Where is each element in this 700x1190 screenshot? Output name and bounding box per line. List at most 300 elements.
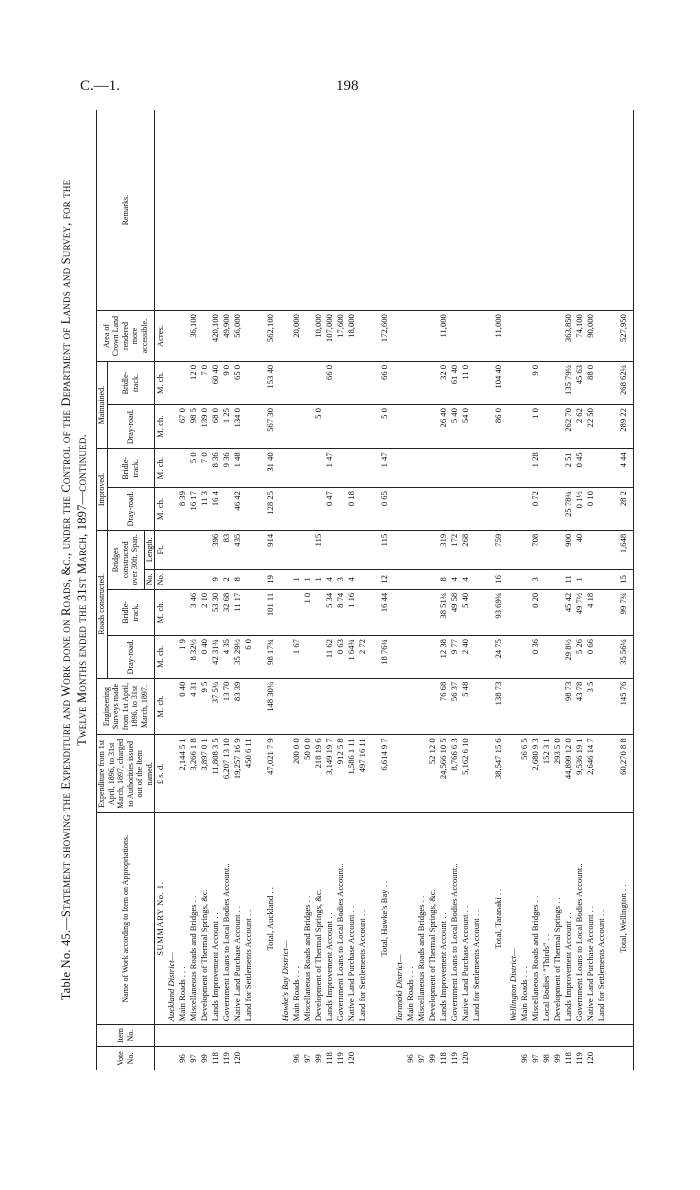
page-number: 198 <box>336 78 359 94</box>
empty-cell <box>368 110 375 311</box>
cell-len <box>585 530 596 569</box>
cell-no <box>541 569 552 589</box>
cell-item <box>335 1025 346 1047</box>
cell-vote: 96 <box>405 1046 416 1070</box>
total-md: 86 0 <box>489 405 508 449</box>
empty-cell <box>482 311 489 362</box>
empty-cell <box>166 1046 177 1070</box>
cell-vote: 97 <box>188 1046 199 1070</box>
empty-cell <box>368 678 375 735</box>
cell-sur: 3 5 <box>585 678 596 735</box>
cell-md: 5 40 <box>449 405 460 449</box>
cell-rd <box>416 636 427 679</box>
cell-area <box>416 311 427 362</box>
cell-rem <box>574 110 585 311</box>
cell-no <box>427 569 438 589</box>
cell-md <box>552 405 563 449</box>
empty-cell <box>508 449 519 488</box>
cell-id <box>313 488 324 531</box>
cell-area: 17,600 <box>335 311 346 362</box>
cell-item <box>291 1025 302 1047</box>
units-row <box>155 110 167 1070</box>
cell-exp: 2,646 14 7 <box>585 735 596 813</box>
cell-rb <box>313 589 324 635</box>
cell-rb: 2 10 <box>199 589 210 635</box>
cell-no <box>596 569 607 589</box>
cell-vote: 120 <box>460 1046 471 1070</box>
total-rd: 98 17¾ <box>261 636 280 679</box>
empty-cell <box>368 813 375 1025</box>
empty-cell <box>368 405 375 449</box>
cell-no: 3 <box>335 569 346 589</box>
table-row <box>596 110 607 1070</box>
cell-rd: 4 35 <box>221 636 232 679</box>
total-rb: 99 7¾ <box>614 589 634 635</box>
cell-item <box>188 1025 199 1047</box>
cell-exp: 200 0 0 <box>291 735 302 813</box>
cell-rd: 0 36 <box>530 636 541 679</box>
cell-ib <box>585 449 596 488</box>
total-sur: 148 30¼ <box>261 678 280 735</box>
table-row <box>449 110 460 1070</box>
cell-md <box>427 405 438 449</box>
cell-name: Land for Settlements Account . . <box>243 813 254 1025</box>
cell-rb <box>416 589 427 635</box>
cell-rd: 0 40 <box>199 636 210 679</box>
unit-main-bridle: M. ch. <box>155 361 167 404</box>
empty-cell <box>508 678 519 735</box>
cell-rd <box>313 636 324 679</box>
empty-cell <box>254 1046 261 1070</box>
empty-cell <box>607 488 614 531</box>
cell-name: Native Land Purchase Account . . <box>232 813 243 1025</box>
cell-rd: 0 63 <box>335 636 346 679</box>
empty-cell <box>166 636 177 679</box>
cell-mb <box>427 361 438 404</box>
cell-md: 54 0 <box>460 405 471 449</box>
total-item <box>614 1025 634 1047</box>
spacer-row <box>482 110 489 1070</box>
table-row <box>188 110 199 1070</box>
empty-cell <box>254 569 261 589</box>
cell-item <box>460 1025 471 1047</box>
cell-item <box>302 1025 313 1047</box>
cell-ib: 5 0 <box>188 449 199 488</box>
cell-sur <box>405 678 416 735</box>
col-bridges-no: No. <box>144 569 155 589</box>
cell-md <box>405 405 416 449</box>
cell-name: Lands Improvement Account . . <box>210 813 221 1025</box>
cell-rd: 6 0 <box>243 636 254 679</box>
cell-exp: 497 16 11 <box>357 735 368 813</box>
cell-ib <box>552 449 563 488</box>
cell-rem <box>585 110 596 311</box>
empty-cell <box>254 110 261 311</box>
cell-sur <box>291 678 302 735</box>
cell-len: 268 <box>460 530 471 569</box>
cell-vote: 97 <box>416 1046 427 1070</box>
cell-exp: 56 6 5 <box>519 735 530 813</box>
table-row <box>324 110 335 1070</box>
cell-mb <box>177 361 188 404</box>
cell-rd: 8 32½ <box>188 636 199 679</box>
cell-mb: 66 0 <box>324 361 335 404</box>
cell-sur <box>541 678 552 735</box>
empty-cell <box>254 813 261 1025</box>
cell-id: 0 10 <box>585 488 596 531</box>
cell-no <box>405 569 416 589</box>
cell-id: 0 47 <box>324 488 335 531</box>
table-row <box>313 110 324 1070</box>
empty-cell <box>508 311 519 362</box>
cell-exp: 912 5 8 <box>335 735 346 813</box>
cell-name: Native Land Purchase Account . . <box>346 813 357 1025</box>
empty-cell <box>394 405 405 449</box>
total-sur: 138 73 <box>489 678 508 735</box>
cell-exp: 44,899 12 0 <box>563 735 574 813</box>
cell-id <box>302 488 313 531</box>
cell-area: 10,000 <box>313 311 324 362</box>
cell-ib <box>302 449 313 488</box>
district-heading-row <box>166 110 177 1070</box>
cell-rem <box>313 110 324 311</box>
cell-rd: 9 77 <box>449 636 460 679</box>
empty-cell <box>280 311 291 362</box>
table-row <box>541 110 552 1070</box>
total-rd: 18 76¾ <box>375 636 394 679</box>
cell-rb: 32 68 <box>221 589 232 635</box>
cell-exp: 3,149 19 7 <box>324 735 335 813</box>
cell-area <box>427 311 438 362</box>
total-name: Total, Hawke's Bay . . <box>375 813 394 1025</box>
cell-vote: 99 <box>552 1046 563 1070</box>
empty-cell <box>394 530 405 569</box>
empty-cell <box>607 110 614 311</box>
cell-vote: 97 <box>302 1046 313 1070</box>
empty-cell <box>482 1025 489 1047</box>
empty-cell <box>368 1025 375 1047</box>
district-name: Hawke's Bay District— <box>280 813 291 1025</box>
cell-md <box>291 405 302 449</box>
cell-name: Lands Improvement Account . . <box>438 813 449 1025</box>
cell-id: 16 4 <box>210 488 221 531</box>
cell-name: Miscellaneous Roads and Bridges . . <box>530 813 541 1025</box>
total-name: Total, Taranaki . . <box>489 813 508 1025</box>
cell-exp: 218 19 6 <box>313 735 324 813</box>
cell-mb: 45 63 <box>574 361 585 404</box>
cell-name: Miscellaneous Roads and Bridges . . <box>302 813 313 1025</box>
total-row <box>375 110 394 1070</box>
cell-md: 5 0 <box>313 405 324 449</box>
cell-vote: 97 <box>530 1046 541 1070</box>
total-area: 562,100 <box>261 311 280 362</box>
total-vote <box>375 1046 394 1070</box>
total-id: 28 2 <box>614 488 634 531</box>
cell-len <box>291 530 302 569</box>
cell-rb: 38 51¾ <box>438 589 449 635</box>
empty-cell <box>607 311 614 362</box>
empty-cell <box>482 361 489 404</box>
empty-cell <box>482 569 489 589</box>
cell-no: 4 <box>324 569 335 589</box>
cell-vote: 119 <box>449 1046 460 1070</box>
cell-vote: 120 <box>585 1046 596 1070</box>
cell-len: 172 <box>449 530 460 569</box>
cell-id <box>416 488 427 531</box>
cell-id <box>519 488 530 531</box>
cell-rem <box>291 110 302 311</box>
cell-area <box>596 311 607 362</box>
cell-id <box>427 488 438 531</box>
cell-exp: 293 5 0 <box>552 735 563 813</box>
col-roads-constructed: Roads constructed. <box>97 530 108 678</box>
cell-mb: 12 0 <box>188 361 199 404</box>
col-vote: Vote No. <box>97 1046 155 1070</box>
cell-ib <box>357 449 368 488</box>
cell-exp: 2,144 5 1 <box>177 735 188 813</box>
cell-rd: 2 40 <box>460 636 471 679</box>
cell-rd: 5 26 <box>574 636 585 679</box>
cell-rem <box>188 110 199 311</box>
cell-mb <box>357 361 368 404</box>
total-vote <box>261 1046 280 1070</box>
cell-len <box>405 530 416 569</box>
empty-cell <box>254 636 261 679</box>
table-row <box>460 110 471 1070</box>
cell-name: Main Roads . . . <box>291 813 302 1025</box>
cell-item <box>471 1025 482 1047</box>
cell-len <box>177 530 188 569</box>
cell-mb: 9 0 <box>221 361 232 404</box>
cell-rb <box>243 589 254 635</box>
empty-cell <box>280 569 291 589</box>
cell-mb <box>243 361 254 404</box>
cell-mb: 65 0 <box>232 361 243 404</box>
col-expenditure: Expenditure from 1st April, 1896, to 31st March, 1897, charged to Authorities issued out of the Item named. <box>97 735 155 813</box>
total-len: 914 <box>261 530 280 569</box>
cell-ib: 8 36 <box>210 449 221 488</box>
total-area: 11,000 <box>489 311 508 362</box>
cell-len: 115 <box>313 530 324 569</box>
cell-len <box>416 530 427 569</box>
total-name: Total, Wellington . . <box>614 813 634 1025</box>
cell-mb: 32 0 <box>438 361 449 404</box>
cell-no <box>416 569 427 589</box>
empty-cell <box>254 678 261 735</box>
table-row <box>210 110 221 1070</box>
cell-ib <box>335 449 346 488</box>
cell-sur: 4 31 <box>188 678 199 735</box>
total-exp: 6,614 9 7 <box>375 735 394 813</box>
cell-mb <box>541 361 552 404</box>
cell-area: 49,900 <box>221 311 232 362</box>
empty-cell <box>394 361 405 404</box>
cell-md <box>243 405 254 449</box>
col-imp-dray: Dray-road. <box>107 488 155 531</box>
cell-no: 1 <box>302 569 313 589</box>
cell-no: 8 <box>438 569 449 589</box>
empty-cell <box>607 569 614 589</box>
cell-sur: 56 37 <box>449 678 460 735</box>
cell-exp: 24,566 10 5 <box>438 735 449 813</box>
total-mb: 66 0 <box>375 361 394 404</box>
cell-md: 26 40 <box>438 405 449 449</box>
cell-no: 3 <box>530 569 541 589</box>
cell-rem <box>199 110 210 311</box>
cell-item <box>177 1025 188 1047</box>
cell-area <box>552 311 563 362</box>
cell-sur <box>596 678 607 735</box>
cell-rem <box>416 110 427 311</box>
total-len: 1,648 <box>614 530 634 569</box>
unit-imp-dray: M. ch. <box>155 488 167 531</box>
cell-exp: 19,257 16 9 <box>232 735 243 813</box>
cell-area: 420,100 <box>210 311 221 362</box>
cell-exp: 11,808 3 5 <box>210 735 221 813</box>
empty-cell <box>394 569 405 589</box>
cell-mb <box>552 361 563 404</box>
unit-bridges-length: Ft. <box>155 530 167 569</box>
cell-md: 1 0 <box>530 405 541 449</box>
total-len: 115 <box>375 530 394 569</box>
total-id <box>489 488 508 531</box>
cell-rem <box>405 110 416 311</box>
cell-area <box>405 311 416 362</box>
empty-cell <box>166 678 177 735</box>
cell-area: 56,000 <box>232 311 243 362</box>
empty-cell <box>394 636 405 679</box>
cell-id: 0 18 <box>346 488 357 531</box>
cell-rem <box>335 110 346 311</box>
cell-mb: 135 79¼ <box>563 361 574 404</box>
cell-rem <box>324 110 335 311</box>
cell-rem <box>357 110 368 311</box>
total-rd: 24 75 <box>489 636 508 679</box>
cell-id <box>335 488 346 531</box>
cell-rb: 5 40 <box>460 589 471 635</box>
cell-id: 8 39 <box>177 488 188 531</box>
table-row <box>335 110 346 1070</box>
empty-cell <box>280 678 291 735</box>
empty-cell <box>368 569 375 589</box>
cell-item <box>221 1025 232 1047</box>
empty-cell <box>166 110 177 311</box>
cell-id: 25 78¾ <box>563 488 574 531</box>
cell-rd: 2 72 <box>357 636 368 679</box>
cell-no: 9 <box>210 569 221 589</box>
cell-mb: 61 40 <box>449 361 460 404</box>
empty-cell <box>508 636 519 679</box>
col-main-dray: Dray-road. <box>107 405 155 449</box>
total-rb: 101 11 <box>261 589 280 635</box>
district-name: Taranaki District— <box>394 813 405 1025</box>
cell-len <box>302 530 313 569</box>
cell-id <box>357 488 368 531</box>
cell-name: Main Roads . . . <box>405 813 416 1025</box>
empty-cell <box>394 678 405 735</box>
empty-cell <box>368 589 375 635</box>
cell-ib <box>291 449 302 488</box>
cell-mb <box>416 361 427 404</box>
empty-cell <box>482 636 489 679</box>
cell-vote: 120 <box>346 1046 357 1070</box>
cell-item <box>574 1025 585 1047</box>
cell-area <box>460 311 471 362</box>
empty-cell <box>368 1046 375 1070</box>
cell-md: 98 5 <box>188 405 199 449</box>
cell-md: 139 0 <box>199 405 210 449</box>
empty-cell <box>607 678 614 735</box>
cell-exp: 9,536 19 1 <box>574 735 585 813</box>
col-bridges: Bridges constructed over 30ft. Span. <box>107 530 144 589</box>
empty-cell <box>280 589 291 635</box>
empty-cell <box>607 1046 614 1070</box>
table-row <box>199 110 210 1070</box>
cell-rd <box>405 636 416 679</box>
table-row <box>416 110 427 1070</box>
cell-name: Government Loans to Local Bodies Account.. <box>574 813 585 1025</box>
empty-cell <box>394 735 405 813</box>
cell-item <box>416 1025 427 1047</box>
cell-name: Development of Thermal Springs, &c. <box>199 813 210 1025</box>
empty-cell <box>254 449 261 488</box>
total-area: 172,600 <box>375 311 394 362</box>
cell-len <box>541 530 552 569</box>
cell-name: Development of Thermal Springs . . <box>552 813 563 1025</box>
cell-rd: 29 8½ <box>563 636 574 679</box>
cell-len: 900 <box>563 530 574 569</box>
cell-len: 40 <box>574 530 585 569</box>
unit-rc-dray: M. ch. <box>155 636 167 679</box>
cell-area: 90,000 <box>585 311 596 362</box>
total-rem <box>489 110 508 311</box>
cell-ib <box>243 449 254 488</box>
cell-sur <box>416 678 427 735</box>
empty-cell <box>508 530 519 569</box>
cell-area: 107,000 <box>324 311 335 362</box>
total-row <box>489 110 508 1070</box>
empty-cell <box>280 1025 291 1047</box>
cell-area <box>357 311 368 362</box>
cell-len <box>596 530 607 569</box>
cell-md <box>357 405 368 449</box>
table-row <box>302 110 313 1070</box>
total-item <box>489 1025 508 1047</box>
cell-rem <box>449 110 460 311</box>
cell-item <box>596 1025 607 1047</box>
cell-vote: 120 <box>232 1046 243 1070</box>
cell-sur <box>519 678 530 735</box>
empty-cell <box>508 361 519 404</box>
cell-ib <box>313 449 324 488</box>
cell-no: 4 <box>460 569 471 589</box>
cell-md <box>471 405 482 449</box>
table-row <box>574 110 585 1070</box>
cell-vote: 118 <box>438 1046 449 1070</box>
col-survey: Engineering Surveys made from 1st April, 1896, to 31st March, 1897. <box>97 678 155 735</box>
cell-ib <box>460 449 471 488</box>
statement-table-container <box>96 110 634 1070</box>
empty-cell <box>166 589 177 635</box>
cell-mb <box>291 361 302 404</box>
total-id: 0 65 <box>375 488 394 531</box>
table-row <box>552 110 563 1070</box>
cell-rem <box>438 110 449 311</box>
cell-no <box>177 569 188 589</box>
total-ib <box>489 449 508 488</box>
empty-cell <box>254 405 261 449</box>
total-rb: 93 69¾ <box>489 589 508 635</box>
